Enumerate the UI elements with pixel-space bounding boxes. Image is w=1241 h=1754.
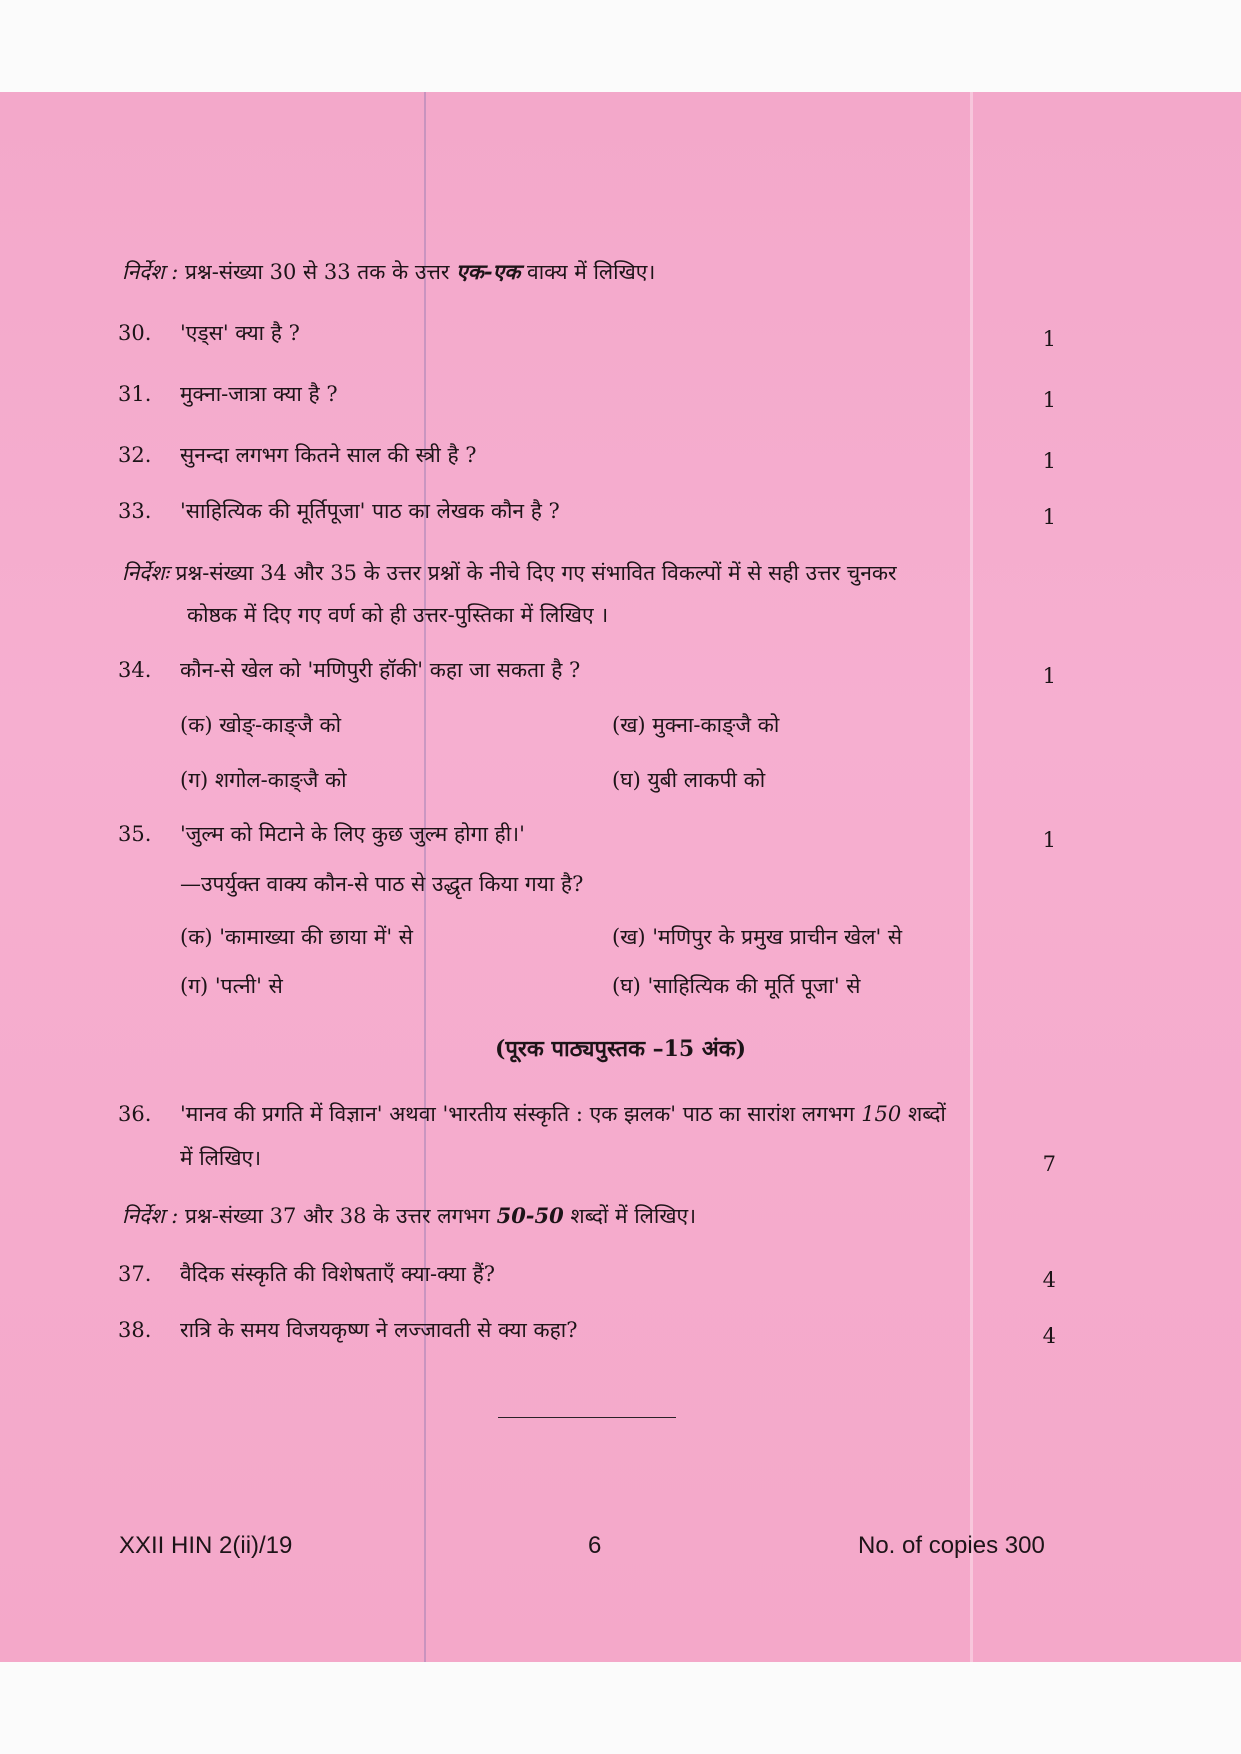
instruction-label: निर्देश : (122, 260, 179, 284)
instruction-2-line-2: कोष्ठक में दिए गए वर्ण को ही उत्तर-पुस्तिका में लिखिए । (187, 603, 609, 627)
question-marks: 4 (1042, 1324, 1056, 1348)
question-number: 32. (118, 443, 152, 467)
word-count: 150 (861, 1102, 902, 1126)
question-number: 38. (118, 1318, 152, 1342)
instruction-text: प्रश्न-संख्या 37 और 38 के उत्तर लगभग (178, 1204, 497, 1228)
instruction-1 (122, 258, 655, 286)
question-text (180, 1100, 946, 1128)
question-text: रात्रि के समय विजयकृष्ण ने लज्जावती से क्या कहा? (180, 1318, 578, 1342)
question-text-part: शब्दों (901, 1102, 946, 1126)
option-kha: (ख) मुक्ना-काङ्जै को (612, 713, 780, 737)
instruction-text: शब्दों में लिखिए। (563, 1204, 697, 1228)
question-marks: 1 (1042, 505, 1056, 529)
section-heading: (पूरक पाठ्यपुस्तक –15 अंक) (494, 1036, 747, 1062)
question-number: 35. (118, 822, 152, 846)
option-gha: (घ) 'साहित्यिक की मूर्ति पूजा' से (612, 974, 861, 998)
question-marks: 1 (1042, 327, 1056, 351)
question-number: 30. (118, 321, 152, 345)
question-text-line-2: में लिखिए। (180, 1146, 262, 1170)
question-marks: 1 (1042, 449, 1056, 473)
question-text: कौन-से खेल को 'मणिपुरी हॉकी' कहा जा सकता है ? (180, 658, 581, 682)
option-ga: (ग) शगोल-काङ्जै को (180, 768, 347, 792)
end-of-paper-line (498, 1417, 676, 1418)
question-marks: 1 (1042, 828, 1056, 852)
instruction-label: निर्देश : (122, 1204, 179, 1228)
instruction-text: वाक्य में लिखिए। (520, 260, 656, 284)
option-kha: (ख) 'मणिपुर के प्रमुख प्राचीन खेल' से (612, 925, 903, 949)
option-gha: (घ) युबी लाकपी को (612, 768, 766, 792)
question-text: सुनन्दा लगभग कितने साल की स्त्री है ? (180, 443, 477, 467)
question-text: मुक्ना-जात्रा क्या है ? (180, 382, 338, 406)
question-text: 'जुल्म को मिटाने के लिए कुछ जुल्म होगा ही।' (180, 822, 525, 846)
question-number: 34. (118, 658, 152, 682)
copies-count: No. of copies 300 (858, 1532, 1045, 1559)
question-number: 36. (118, 1102, 152, 1126)
instruction-text: प्रश्न-संख्या 34 और 35 के उत्तर प्रश्नों के नीचे दिए गए संभावित विकल्पों में से सही उत्तर चुनकर (168, 561, 897, 585)
question-marks: 7 (1042, 1152, 1056, 1176)
page-number: 6 (588, 1532, 602, 1559)
instruction-2-line-1 (122, 559, 897, 587)
instruction-label: निर्देशः (122, 561, 169, 585)
option-ga: (ग) 'पत्नी' से (180, 974, 283, 998)
question-text: 'एड्स' क्या है ? (180, 321, 300, 345)
question-marks: 1 (1042, 388, 1056, 412)
instruction-emphasis: 50-50 (496, 1203, 564, 1228)
question-marks: 1 (1042, 664, 1056, 688)
option-ka: (क) खोङ्-काङ्जै को (180, 713, 342, 737)
question-subtext: —उपर्युक्त वाक्य कौन-से पाठ से उद्धृत किया गया है? (180, 872, 584, 896)
instruction-text: प्रश्न-संख्या 30 से 33 तक के उत्तर (178, 260, 457, 284)
question-text-part: 'मानव की प्रगति में विज्ञान' अथवा 'भारतीय संस्कृति : एक झलक' पाठ का सारांश लगभग (180, 1102, 855, 1126)
question-number: 33. (118, 499, 152, 523)
option-ka: (क) 'कामाख्या की छाया में' से (180, 925, 414, 949)
question-number: 31. (118, 382, 152, 406)
question-number: 37. (118, 1262, 152, 1286)
paper-fold-line (970, 92, 973, 1662)
question-text: वैदिक संस्कृति की विशेषताएँ क्या-क्या हैं? (180, 1262, 496, 1286)
question-marks: 4 (1042, 1268, 1056, 1292)
instruction-3 (122, 1202, 696, 1230)
instruction-emphasis: एक-एक (456, 259, 521, 284)
question-text: 'साहित्यिक की मूर्तिपूजा' पाठ का लेखक कौन है ? (180, 499, 560, 523)
paper-code: XXII HIN 2(ii)/19 (119, 1532, 293, 1559)
